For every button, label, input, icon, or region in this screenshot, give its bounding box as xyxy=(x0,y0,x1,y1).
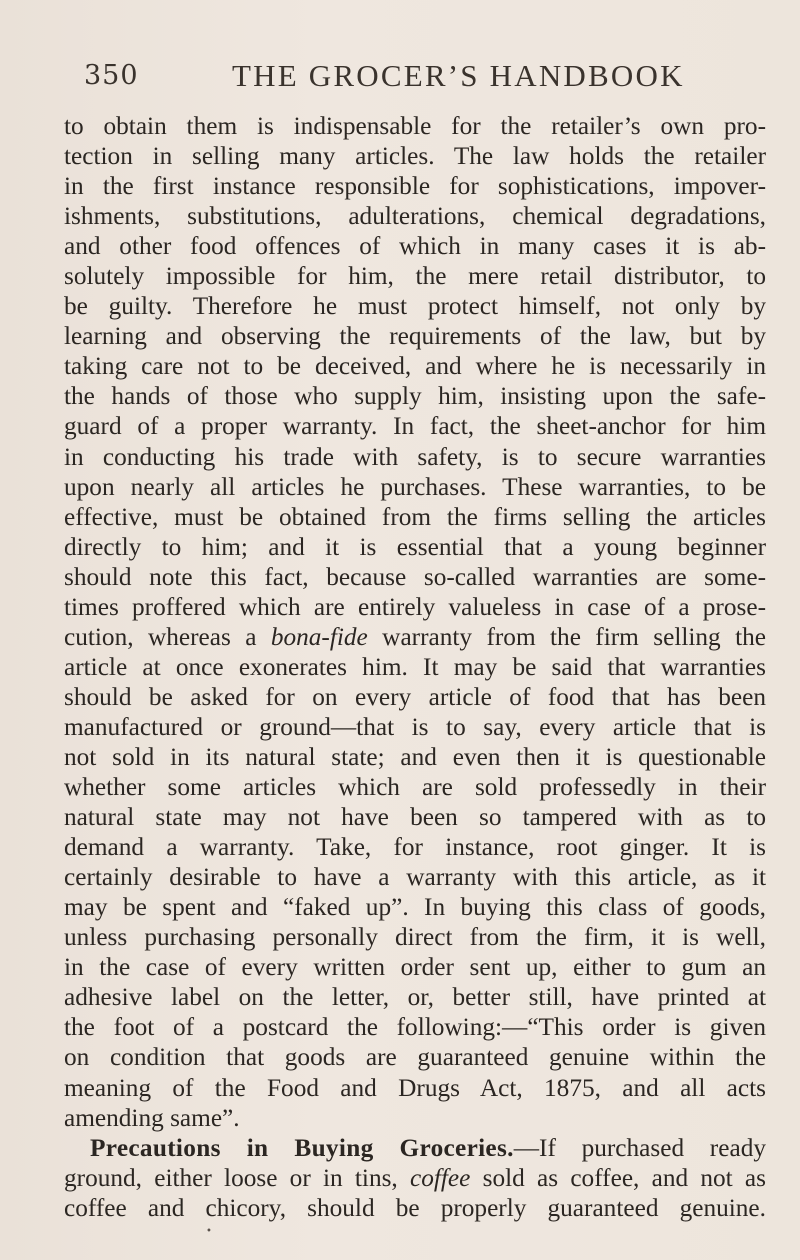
text-line: article at once exonerates him. It may be said that warranties xyxy=(64,652,766,681)
text-line: guard of a proper warranty. In fact, the sheet-anchor for him xyxy=(64,412,766,441)
text-line: demand a warranty. Take, for instance, root ginger. It is xyxy=(64,833,766,862)
text-line: taking care not to be deceived, and where he is necessarily in xyxy=(64,352,766,381)
text-line: learning and observing the requirements of the law, but by xyxy=(64,322,766,351)
text-line: should be asked for on every article of food that has been xyxy=(64,682,766,711)
text-line: in the case of every written order sent up, either to gum an xyxy=(64,953,766,982)
text-line: may be spent and “faked up”. In buying this class of goods, xyxy=(64,893,766,922)
text-line: the foot of a postcard the following:—“This order is given xyxy=(64,1013,766,1042)
text-line: manufactured or ground—that is to say, every article that is xyxy=(64,712,766,741)
text-line: meaning of the Food and Drugs Act, 1875, and all acts xyxy=(64,1073,766,1102)
text-line: times proffered which are entirely valueless in case of a prose- xyxy=(64,592,766,621)
text-line: solutely impossible for him, the mere retail distributor, to xyxy=(64,262,766,291)
text-line: Precautions in Buying Groceries.—If purchased ready xyxy=(90,1133,766,1162)
body-text xyxy=(64,111,766,1223)
text-line: coffee and chicory, should be properly guaranteed genuine. xyxy=(64,1193,766,1222)
text-line: ishments, substitutions, adulterations, chemical degradations, xyxy=(64,202,766,231)
text-line: tection in selling many articles. The law holds the retailer xyxy=(64,142,766,171)
text-line: effective, must be obtained from the firms selling the articles xyxy=(64,502,766,531)
text-line: in conducting his trade with safety, is to secure warranties xyxy=(64,442,766,471)
text-line: in the first instance responsible for sophistications, impover- xyxy=(64,172,766,201)
text-line: the hands of those who supply him, insisting upon the safe- xyxy=(64,382,766,411)
running-head: THE GROCER’S HANDBOOK xyxy=(232,58,685,93)
text-line: upon nearly all articles he purchases. These warranties, to be xyxy=(64,472,766,501)
text-line: on condition that goods are guaranteed genuine within the xyxy=(64,1043,766,1072)
page-header xyxy=(84,58,760,98)
text-line: and other food offences of which in many cases it is ab- xyxy=(64,232,766,261)
text-line: not sold in its natural state; and even then it is questionable xyxy=(64,742,766,771)
text-line: whether some articles which are sold professedly in their xyxy=(64,773,766,802)
bottom-mark: • xyxy=(206,1226,212,1237)
text-line: be guilty. Therefore he must protect himself, not only by xyxy=(64,292,766,321)
text-line: amending same”. xyxy=(64,1103,240,1132)
text-line: directly to him; and it is essential that a young beginner xyxy=(64,532,766,561)
text-line: natural state may not have been so tampered with as to xyxy=(64,803,766,832)
text-line: should note this fact, because so-called warranties are some- xyxy=(64,562,766,591)
text-line: adhesive label on the letter, or, better still, have printed at xyxy=(64,983,766,1012)
text-line: cution, whereas a bona-fide warranty from the firm selling the xyxy=(64,622,766,651)
page-number: 350 xyxy=(84,60,139,91)
text-line: unless purchasing personally direct from the firm, it is well, xyxy=(64,923,766,952)
text-line: to obtain them is indispensable for the retailer’s own pro- xyxy=(64,112,766,140)
text-line: certainly desirable to have a warranty with this article, as it xyxy=(64,863,766,892)
text-line: ground, either loose or in tins, coffee sold as coffee, and not as xyxy=(64,1163,766,1192)
